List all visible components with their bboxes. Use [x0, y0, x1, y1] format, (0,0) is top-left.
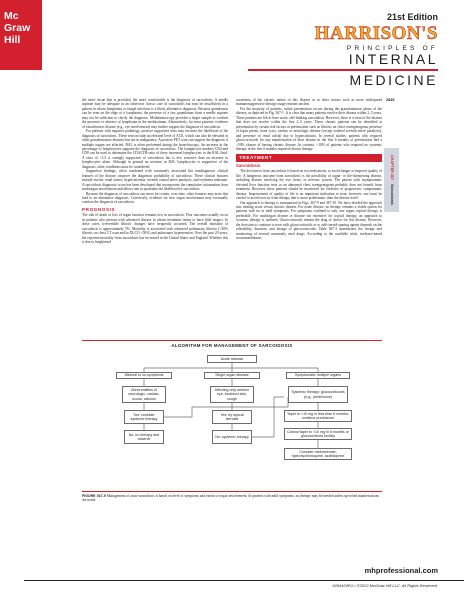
mcgraw-hill-logo	[0, 0, 42, 70]
box-taper-continue: Taper to <10 mg in less than 6 months: continue prednisone	[284, 410, 352, 422]
box-yes-topical-steroids: Yes: try topical steroids	[212, 410, 252, 424]
left-paragraph-2: For patients with negative pathology, positive supportive tests may increase the likelihood of the diagnosis of sarcoidosis. These tests include an elevated level of ACE, which can also be elevated in other granulomatous diseases but not in malignancy. A positive PET scan can support the diagnosis if multiple organs are affected. BAL is often performed during the bronchoscopy. An increase in the percentage of lymphocytes supports the diagnosis of sarcoidosis. The lymphocyte markers CD4 and CD8 can be used to determine the CD4/CD8 ratio of these increased lymphocytes in the BAL fluid. A ratio of >3.5 is strongly supportive of sarcoidosis but is less sensitive than an increase in lymphocytes alone. Although in general an increase in BAL lymphocytes is supportive of the diagnosis, other conditions must be considered.	[82, 129, 228, 169]
box-single-organ: Single organ disease	[204, 372, 260, 379]
box-multiple-organs: Symptomatic multiple organs	[286, 372, 350, 379]
figure-caption	[82, 494, 382, 503]
book-title-block	[248, 24, 438, 88]
figure-title: ALGORITHM FOR MANAGEMENT OF SARCOIDOSIS	[171, 343, 293, 348]
figure-caption-label: FIGURE 367-9	[82, 494, 106, 498]
box-cannot-taper: Cannot taper to <10 mg in 6 months or glucocorticoid toxicity	[284, 428, 352, 440]
figure-caption-text: Management of acute sarcoidosis is based on level of symptoms and extent of organ involvement. In patients with mild symptoms, no therapy may be needed unless specified manifestations are noted.	[82, 494, 379, 503]
prognosis-paragraph: The risk of death or loss of organ function remains low in sarcoidosis. Poor outcomes usually occur in patients who present with advanced disease in whom treatment seems to have little impact. In these cases, irreversible fibrotic changes have frequently occurred. The overall mortality of sarcoidosis is approximately 5%. Mortality is associated with advanced pulmonary fibrosis (>20% fibrosis on chest CT scan and/or DLCO <50%) and pulmonary hypertension. Over the past 20 years, the reported mortality from sarcoidosis has increased in the United States and England. Whether this is due to heightened	[82, 213, 228, 245]
box-systemic-therapy: Systemic therapy: glucocorticoids (e.g., prednisone)	[288, 386, 348, 403]
footer-copyright: 9264424R1 • ©2022 McGraw Hill LLC. All Rights Reserved.	[332, 583, 438, 588]
box-yes-consider-systemic: Yes: consider systemic therapy	[124, 410, 164, 424]
left-text-column	[82, 98, 228, 245]
right-text-column	[236, 98, 382, 241]
chapter-number: CHAPTER 367	[389, 155, 394, 181]
box-no-systemic-therapy: No: systemic therapy	[212, 430, 252, 444]
book-title-medicine: MEDICINE	[349, 72, 438, 88]
box-abnormalities: Abnormalities of neurologic, cardiac, ocular, calcium	[122, 386, 166, 403]
treatment-subheading: Sarcoidosis	[236, 162, 261, 168]
left-paragraph-4: Because the diagnosis of sarcoidosis can never be certain, over time, other features may arise that lead to an alternative diagnosis. Conversely, evidence for new organ involvement may eventually confirm the diagnosis of sarcoidosis.	[82, 191, 228, 205]
right-paragraph-2: For the majority of patients, initial presentation occurs during the granulomatous phase of the disease, as depicted in Fig. 367-1. It is clear that many patients resolve their disease within 2–5 years. These patients are felt to have acute, self-limiting sarcoidosis. However, there is a form of the disease that does not resolve within the first 2–5 years. These chronic patients can be identified at presentation by certain risk factors at presentation such as fibrosis on chest roentgenogram, presence of lupus pernio, bone cysts, cardiac or neurologic disease (except isolated seventh nerve paralysis), and presence of renal calculi due to hypercalciuria. In several studies, patients who required glucocorticoids for any manifestation of their disease in the first 6 months of presentation had a >50% chance of having chronic disease. In contrast, <10% of patients who required no systemic therapy in the first 6 months required chronic therapy.	[236, 106, 383, 151]
logo-line-1: Mc	[4, 10, 19, 22]
treatment-heading: TREATMENT	[236, 154, 382, 161]
treatment-paragraph-2: Our approach to therapy is summarized in Figs. 367-9 and 367-10. We have divided the approach into treating acute versus chronic disease. For acute disease, no therapy remains a viable option for patients with no or mild symptoms. For symptoms confined to only one organ, topical therapy is preferable. For multiorgan disease or disease too extensive for topical therapy, an approach to systemic therapy is outlined. Glucocorticoids remain the drug of choice for this disease. However, the decision to continue to treat with glucocorticoids or to add steroid-sparing agents depends on the tolerability, duration, and dosage of glucocorticoids. Table 367-3 summarizes the dosage and monitoring of several commonly used drugs. According to the available trials, evidence-based recommendations	[236, 200, 382, 241]
footer-divider	[24, 580, 464, 581]
right-paragraph-1: awareness of the chronic nature of this disease or to other factors such as more widespread immunosuppressive therapy usage remains unclear.	[236, 98, 382, 107]
footer-url[interactable]: mhprofessional.com	[364, 566, 438, 575]
left-paragraph-1: the more tissue that is provided, the more comfortable is the diagnosis of sarcoidosis. A needle aspirate may be adequate in an otherwise classic case of sarcoidosis but may be insufficient in a patient in whom lymphoma or fungal infection is a likely alternative diagnosis. Because granulomas can be seen on the edge of a lymphoma, the presence of a few granulomas from a needle aspirate may not be sufficient to clarify the diagnosis. Mediastinoscopy provides a larger sample to confirm the presence or absence of lymphoma in the mediastinum. Alternatively, for most patients, evidence of extrathoracic disease (e.g., eye involvement) may further support the diagnosis of sarcoidosis.	[82, 98, 228, 129]
page-number: 2835	[386, 98, 395, 102]
book-title-internal: INTERNAL	[348, 51, 438, 67]
box-no-therapy-observe: No: no therapy and observe	[124, 430, 164, 444]
box-minimal-symptoms: Minimal to no symptoms	[116, 372, 172, 379]
logo-line-2: Graw	[4, 22, 31, 34]
algorithm-figure	[82, 340, 382, 492]
title-divider	[248, 69, 438, 71]
chapter-tab	[384, 148, 399, 212]
box-affecting-only: Affecting only anterior eye, localized skin, cough	[210, 386, 254, 403]
box-consider-methotrexate: Consider methotrexate, hydroxychloroquine, azathioprine	[284, 448, 352, 460]
box-acute-disease: Acute disease	[207, 355, 257, 363]
left-paragraph-3: Supportive findings, when combined with commonly associated but nondiagnostic clinical features of the disease, improve the diagnostic probability of sarcoidosis. These clinical features include uveitis, renal stones, hypercalcemia, seventh cranial nerve paralysis, and erythema nodosum. A sarcoidosis diagnostic score has been developed that incorporates the cumulative information from multiorgan involvement and allows one to quantitate the likelihood of sarcoidosis.	[82, 169, 228, 192]
book-title-principles: PRINCIPLES OF	[346, 45, 438, 52]
logo-line-3: Hill	[4, 34, 21, 46]
prognosis-heading: PROGNOSIS	[82, 206, 116, 212]
edition-label: 21st Edition	[386, 12, 438, 22]
chapter-title: Sarcoidosis	[389, 184, 394, 205]
book-title-harrisons: HARRISON'S	[314, 23, 438, 44]
treatment-paragraph-1: The decision to treat sarcoidosis is based on two indications: to avoid danger or improve quality of life. A dangerous outcome from sarcoidosis is the possibility of organ- or life-threatening disease, including disease involving the eye, heart, or nervous system. The patient with asymptomatic elevated liver function tests or an abnormal chest roentgenogram probably does not benefit from treatment. However, these patients should be monitored for evidence of progressive, symptomatic disease. Improvement of quality of life is an important indication to treat; however, one must be careful to avoid toxicity from therapy that is more problematic than the disease itself.	[236, 169, 382, 201]
